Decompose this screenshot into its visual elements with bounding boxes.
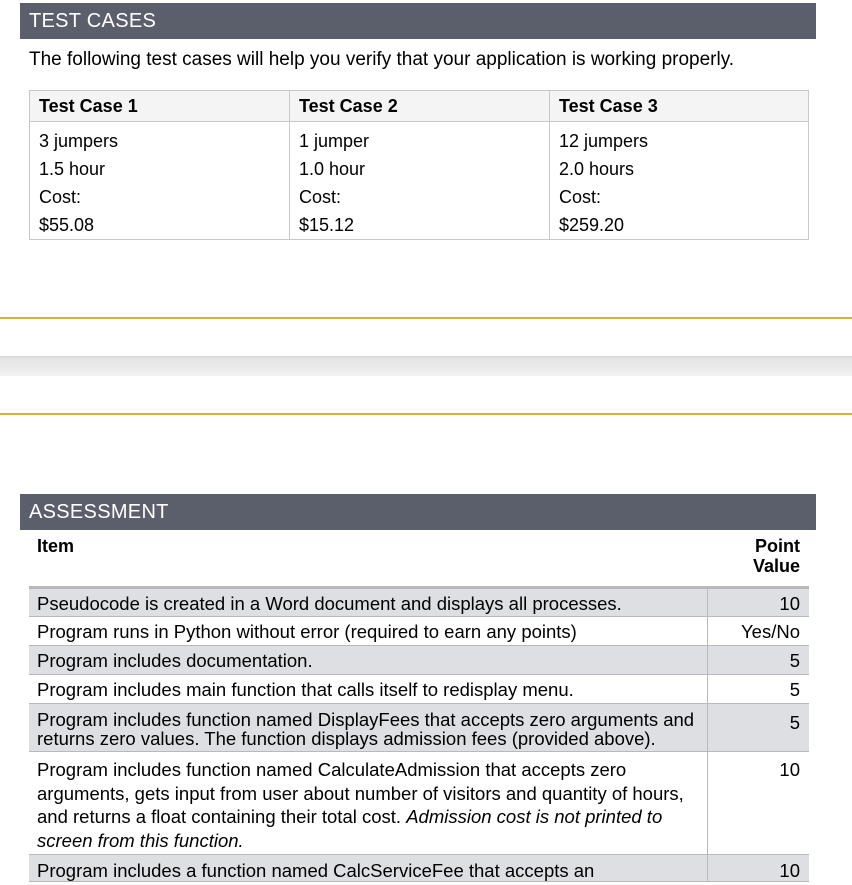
- test-case-3-jumpers: 12 jumpers: [559, 131, 649, 151]
- row-points: 10: [708, 752, 810, 855]
- test-case-2-cell: [290, 122, 550, 240]
- table-row: [29, 675, 809, 704]
- test-cases-header: TEST CASES: [20, 3, 816, 39]
- test-case-3-cell: [550, 122, 809, 240]
- item-column-header: Item: [29, 530, 708, 588]
- page-break-bar: [0, 356, 852, 376]
- test-case-1-cost: $55.08: [39, 215, 95, 235]
- points-column-header: Point Value: [708, 530, 810, 588]
- row-item: Program includes documentation.: [29, 646, 708, 675]
- row-item: Program includes main function that calls itself to redisplay menu.: [29, 675, 708, 704]
- test-case-3-hours: 2.0 hours: [559, 159, 635, 179]
- test-case-1-cell: [30, 122, 290, 240]
- row-item: Program includes a function named CalcServiceFee that accepts an: [29, 855, 708, 882]
- test-case-3-cost: $259.20: [559, 215, 625, 235]
- test-case-2-cost-label: Cost:: [299, 187, 342, 207]
- assessment-table: [29, 530, 809, 882]
- test-case-3-cost-label: Cost:: [559, 187, 602, 207]
- row-points: 10: [708, 588, 810, 617]
- assessment-header: ASSESSMENT: [20, 494, 816, 530]
- test-cases-intro: The following test cases will help you verify that your application is working properly.: [29, 49, 735, 70]
- test-case-1-jumpers: 3 jumpers: [39, 131, 119, 151]
- table-row: [29, 704, 809, 752]
- test-case-2-title: Test Case 2: [290, 91, 550, 122]
- table-row: [29, 855, 809, 882]
- row-item: Program runs in Python without error (required to earn any points): [29, 617, 708, 646]
- divider-line: [0, 317, 852, 319]
- test-case-2-cost: $15.12: [299, 215, 355, 235]
- test-case-1-hours: 1.5 hour: [39, 159, 106, 179]
- table-row: [29, 588, 809, 617]
- table-row: [29, 617, 809, 646]
- table-row: [29, 752, 809, 855]
- divider-line: [0, 413, 852, 415]
- test-case-2-jumpers: 1 jumper: [299, 131, 370, 151]
- test-case-1-title: Test Case 1: [30, 91, 290, 122]
- row-points: 5: [708, 675, 810, 704]
- test-case-2-hours: 1.0 hour: [299, 159, 366, 179]
- test-case-3-title: Test Case 3: [550, 91, 809, 122]
- table-row: [29, 646, 809, 675]
- row-points: 10: [708, 855, 810, 882]
- row-points: 5: [708, 646, 810, 675]
- row-item: Pseudocode is created in a Word document and displays all processes.: [29, 588, 708, 617]
- test-case-1-cost-label: Cost:: [39, 187, 82, 207]
- assessment-header-row: [29, 530, 809, 588]
- row-item-note: Admission cost is not printed to screen from this function.: [37, 806, 663, 851]
- row-item: Program includes function named CalculateAdmission that accepts zero arguments, gets input from user about number of visitors and quantity of hours, and returns a float containing their total cost. Admission cost is not printed to screen from this function.: [29, 752, 708, 855]
- test-cases-table: [29, 90, 809, 240]
- row-item: Program includes function named DisplayFees that accepts zero arguments and returns zero values. The function displays admission fees (provided above).: [29, 704, 708, 752]
- row-points: Yes/No: [708, 617, 810, 646]
- row-points: 5: [708, 704, 810, 752]
